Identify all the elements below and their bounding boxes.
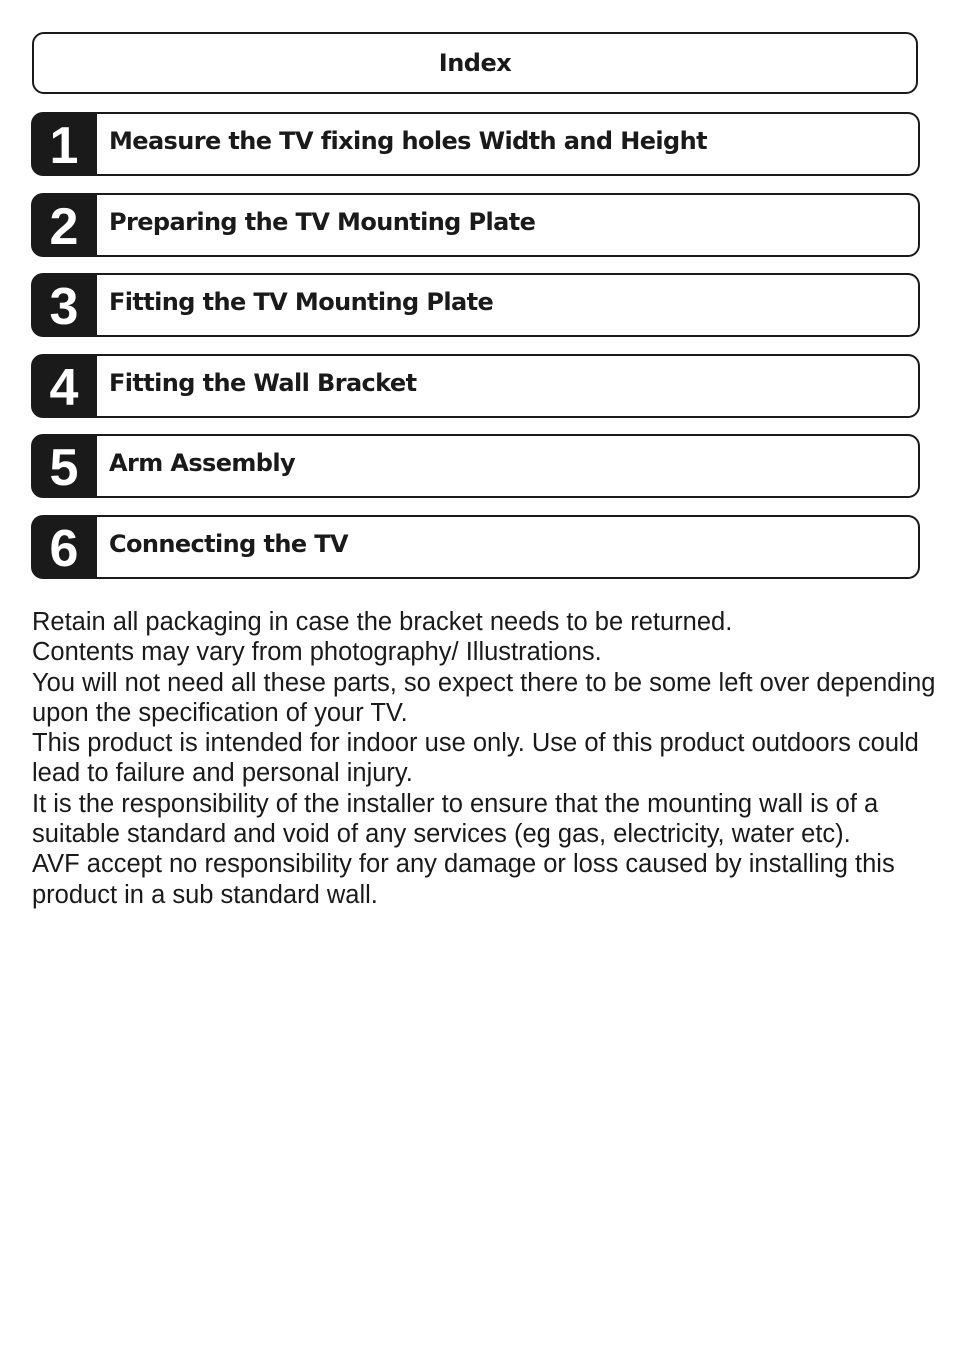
note-installer-responsibility: It is the responsibility of the installer to ensure that the mounting wall is of a suitable standard and void of any services (eg gas, electricity, water etc). bbox=[32, 789, 879, 849]
index-item-number: 4 bbox=[31, 354, 97, 418]
notes-section bbox=[32, 607, 942, 910]
index-item-label: Connecting the TV bbox=[109, 529, 349, 558]
note-indoor-use: This product is intended for indoor use only. Use of this product outdoors could lead to failure and personal injury. bbox=[32, 729, 919, 788]
index-item-label: Fitting the Wall Bracket bbox=[109, 368, 417, 397]
note-packaging: Retain all packaging in case the bracket needs to be returned. bbox=[32, 608, 733, 636]
index-item-number: 6 bbox=[31, 515, 97, 579]
index-item-body bbox=[97, 515, 920, 579]
index-item-body bbox=[97, 354, 920, 418]
index-item-label: Preparing the TV Mounting Plate bbox=[109, 207, 536, 236]
index-item-number: 2 bbox=[31, 193, 97, 257]
index-item-body bbox=[97, 112, 920, 176]
index-item-3 bbox=[31, 273, 920, 337]
index-item-body bbox=[97, 273, 920, 337]
index-item-4 bbox=[31, 354, 920, 418]
index-item-number: 1 bbox=[31, 112, 97, 176]
index-item-number: 3 bbox=[31, 273, 97, 337]
index-item-5 bbox=[31, 434, 920, 498]
index-item-6 bbox=[31, 515, 920, 579]
note-liability: AVF accept no responsibility for any damage or loss caused by installing this product in a sub standard wall. bbox=[32, 850, 895, 909]
note-parts: You will not need all these parts, so expect there to be some left over depending upon the specification of your TV. bbox=[32, 668, 936, 727]
index-title: Index bbox=[438, 49, 512, 77]
index-item-label: Arm Assembly bbox=[109, 449, 296, 477]
index-item-body bbox=[97, 193, 920, 257]
index-list bbox=[31, 112, 920, 595]
index-item-body bbox=[97, 434, 920, 498]
index-item-number: 5 bbox=[31, 434, 97, 498]
index-header bbox=[32, 32, 918, 94]
index-item-label: Measure the TV fixing holes Width and Height bbox=[109, 127, 707, 155]
index-item-label: Fitting the TV Mounting Plate bbox=[109, 288, 494, 316]
index-item-2 bbox=[31, 193, 920, 257]
index-item-1 bbox=[31, 112, 920, 176]
note-contents: Contents may vary from photography/ Illustrations. bbox=[32, 638, 602, 667]
